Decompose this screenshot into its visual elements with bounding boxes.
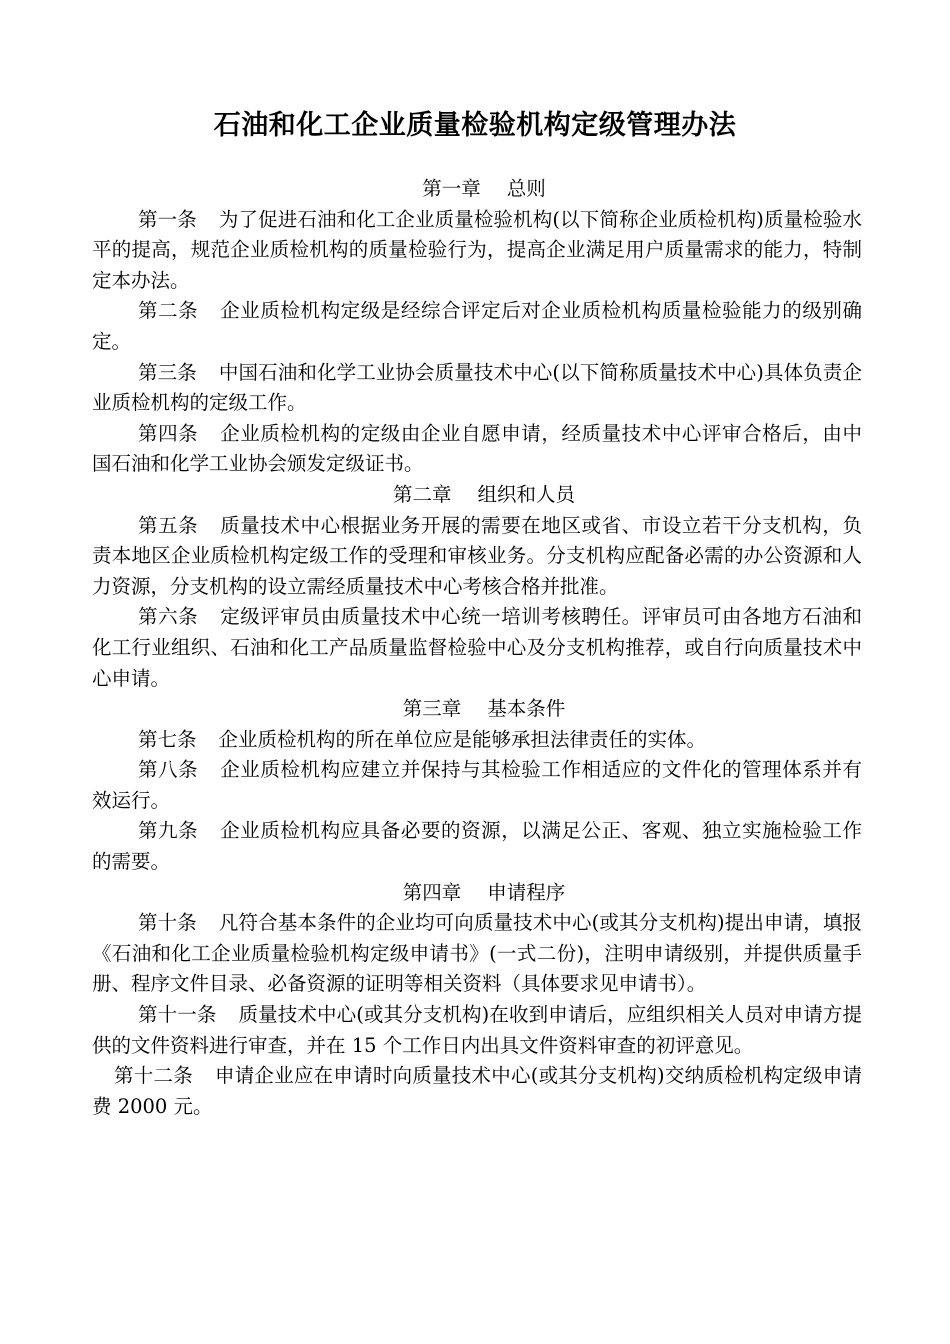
article-text: 企业质检机构的定级由企业自愿申请，经质量技术中心评审合格后，由中国石油和化学工业协会颁发定级证书。 [92,421,862,476]
chapter-heading [92,480,862,511]
article-number: 第一条 [138,207,197,231]
document-body [92,174,862,1122]
article-paragraph [92,602,862,694]
article-text: 中国石油和化学工业协会质量技术中心(以下简称质量技术中心)具体负责企业质检机构的定级工作。 [92,360,862,415]
article-text: 企业质检机构应建立并保持与其检验工作相适应的文件化的管理体系并有效运行。 [92,758,862,812]
article-paragraph [92,1000,862,1061]
chapter-name: 组织和人员 [477,482,576,506]
article-text: 定级评审员由质量技术中心统一培训考核聘任。评审员可由各地方石油和化工行业组织、石油和化工产品质量监督检验中心及分支机构推荐，或自行向质量技术中心申请。 [92,605,862,690]
article-number: 第十二条 [114,1064,193,1088]
article-paragraph [92,296,862,357]
article-number: 第六条 [138,605,199,629]
chapter-name: 申请程序 [487,880,566,904]
article-paragraph [92,1061,862,1122]
article-paragraph [92,816,862,877]
article-number: 第十一条 [138,1003,217,1027]
article-text: 企业质检机构定级是经综合评定后对企业质检机构质量检验能力的级别确定。 [92,299,862,353]
article-number: 第五条 [138,513,199,537]
article-text: 质量技术中心(或其分支机构)在收到申请后，应组织相关人员对申请方提供的文件资料进行审查，并在 15 个工作日内出具文件资料审查的初评意见。 [92,1003,862,1057]
article-number: 第三条 [138,360,197,384]
article-text: 质量技术中心根据业务开展的需要在地区或省、市设立若干分支机构，负责本地区企业质检机构定级工作的受理和审核业务。分支机构应配备必需的办公资源和人力资源，分支机构的设立需经质量技术中心考核合格并批准。 [92,513,862,598]
chapter-heading [92,174,862,205]
article-text: 企业质检机构的所在单位应是能够承担法律责任的实体。 [218,727,707,751]
article-number: 第七条 [138,727,197,751]
article-text: 为了促进石油和化工企业质量检验机构(以下简称企业质检机构)质量检验水平的提高，规范企业质检机构的质量检验行为，提高企业满足用户质量需求的能力，特制定本办法。 [92,207,862,292]
chapter-heading [92,694,862,725]
chapter-number: 第四章 [402,880,462,904]
chapter-name: 基本条件 [487,697,566,721]
chapter-number: 第三章 [402,697,462,721]
article-paragraph [92,755,862,816]
chapter-name: 总则 [506,177,546,200]
article-paragraph [92,419,862,480]
article-paragraph [92,725,862,756]
article-text: 申请企业应在申请时向质量技术中心(或其分支机构)交纳质检机构定级申请费 2000 元。 [92,1064,862,1118]
document-title: 石油和化工企业质量检验机构定级管理办法 [213,110,737,141]
article-text: 凡符合基本条件的企业均可向质量技术中心(或其分支机构)提出申请，填报《石油和化工企业质量检验机构定级申请书》(一式二份)，注明申请级别，并提供质量手册、程序文件目录、必备资源的证明等相关资料（具体要求见申请书）。 [92,911,862,996]
article-paragraph [92,908,862,1000]
article-number: 第十条 [138,911,197,935]
article-number: 第二条 [138,299,199,323]
article-number: 第八条 [138,758,199,782]
chapter-number: 第二章 [392,482,452,506]
article-text: 企业质检机构应具备必要的资源，以满足公正、客观、独立实施检验工作的需要。 [92,819,862,874]
article-paragraph [92,205,862,297]
article-paragraph [92,358,862,419]
article-number: 第四条 [138,421,199,445]
chapter-number: 第一章 [422,177,481,200]
chapter-heading [92,878,862,909]
article-paragraph [92,511,862,603]
article-number: 第九条 [138,819,199,843]
